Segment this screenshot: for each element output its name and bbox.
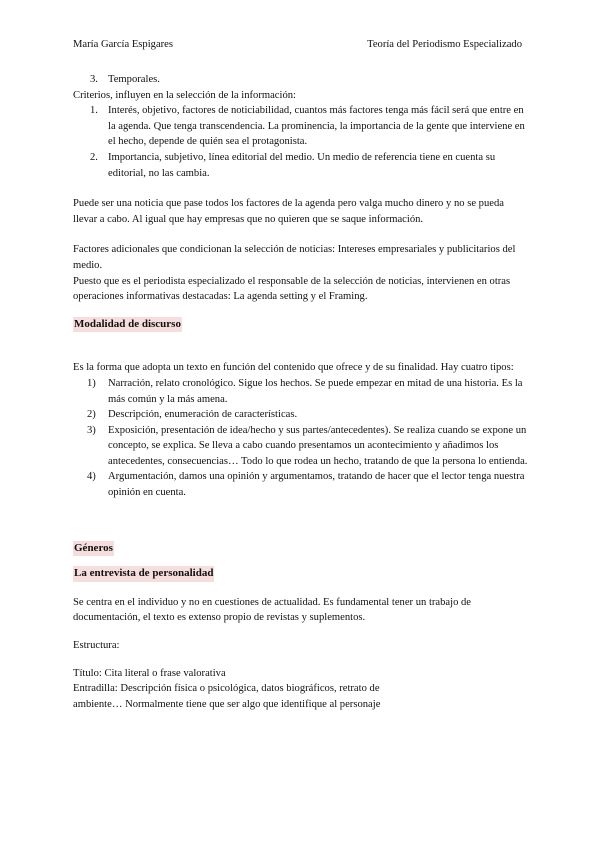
list-text: Temporales.	[108, 74, 160, 85]
list-number: 1)	[87, 377, 96, 389]
paragraph: Estructura:	[73, 640, 120, 652]
page-header	[73, 39, 522, 50]
paragraph: Criterios, influyen en la selección de la información:	[73, 89, 296, 101]
list-number: 3.	[90, 74, 98, 85]
heading-entrevista: La entrevista de personalidad	[73, 566, 214, 582]
paragraph: Puede ser una noticia que pase todos los factores de la agenda pero valga mucho dinero y no se pueda llevar a cabo. Al igual que hay empresas que no quieren que se saque información.	[73, 198, 504, 225]
document-body	[73, 72, 528, 712]
list-number: 3)	[87, 424, 96, 436]
paragraph: Puesto que es el periodista especializado el responsable de la selección de noticias, intervienen en otras operaciones informativas destacadas: La agenda setting y el Framing.	[73, 275, 511, 303]
heading-modalidad: Modalidad de discurso	[73, 317, 182, 333]
list-item	[73, 407, 528, 423]
list-text: Descripción, enumeración de características.	[108, 409, 298, 421]
header-author: María García Espigares	[73, 39, 174, 50]
list-item	[73, 150, 528, 181]
list-number: 2.	[90, 151, 98, 163]
list-number: 2)	[87, 409, 96, 421]
paragraph: Se centra en el individuo y no en cuestiones de actualidad. Es fundamental tener un trabajo de documentación, el texto es extenso propio de revistas y suplementos.	[73, 596, 472, 624]
paragraph: Factores adicionales que condicionan la selección de noticias: Intereses empresariales y publicitarios del medio.	[73, 244, 516, 271]
list-item	[73, 72, 528, 88]
list-text: Narración, relato cronológico. Sigue los hechos. Se puede empezar en mitad de una historia. Es la más común y la más amena.	[108, 377, 523, 405]
paragraph: Es la forma que adopta un texto en función del contenido que ofrece y de su finalidad. Hay cuatro tipos:	[73, 362, 514, 374]
list-item	[73, 423, 528, 470]
paragraph: Título: Cita literal o frase valorativa	[73, 667, 226, 679]
list-item	[73, 469, 528, 500]
list-text: Exposición, presentación de idea/hecho y sus partes/antecedentes). Se realiza cuando se expone un concepto, se explica. Se lleva a cabo cuando presentamos un acontecimiento y añadimos los antecedentes, consecuencias… Todo lo que rodea un hecho, tratando de que la persona lo entienda.	[108, 424, 528, 467]
heading-generos: Géneros	[73, 541, 114, 557]
paragraph: Entradilla: Descripción física o psicológica, datos biográficos, retrato de ambiente… Normalmente tiene que ser algo que identifique al personaje	[73, 683, 381, 710]
list-item	[73, 103, 528, 150]
list-text: Importancia, subjetivo, línea editorial del medio. Un medio de referencia tiene en cuenta su editorial, no las cambia.	[108, 151, 496, 179]
list-number: 1.	[90, 105, 98, 117]
list-text: Argumentación, damos una opinión y argumentamos, tratando de hacer que el lector tenga nuestra opinión en cuenta.	[108, 471, 525, 499]
header-subject: Teoría del Periodismo Especializado	[367, 39, 522, 50]
list-number: 4)	[87, 471, 96, 483]
list-text: Interés, objetivo, factores de noticiabilidad, cuantos más factores tenga más fácil será que entre en la agenda. Que tenga transcendencia. La prominencia, la importancia de la gente que interviene en el hecho, depende de quién sea el protagonista.	[108, 105, 525, 148]
list-item	[73, 376, 528, 407]
